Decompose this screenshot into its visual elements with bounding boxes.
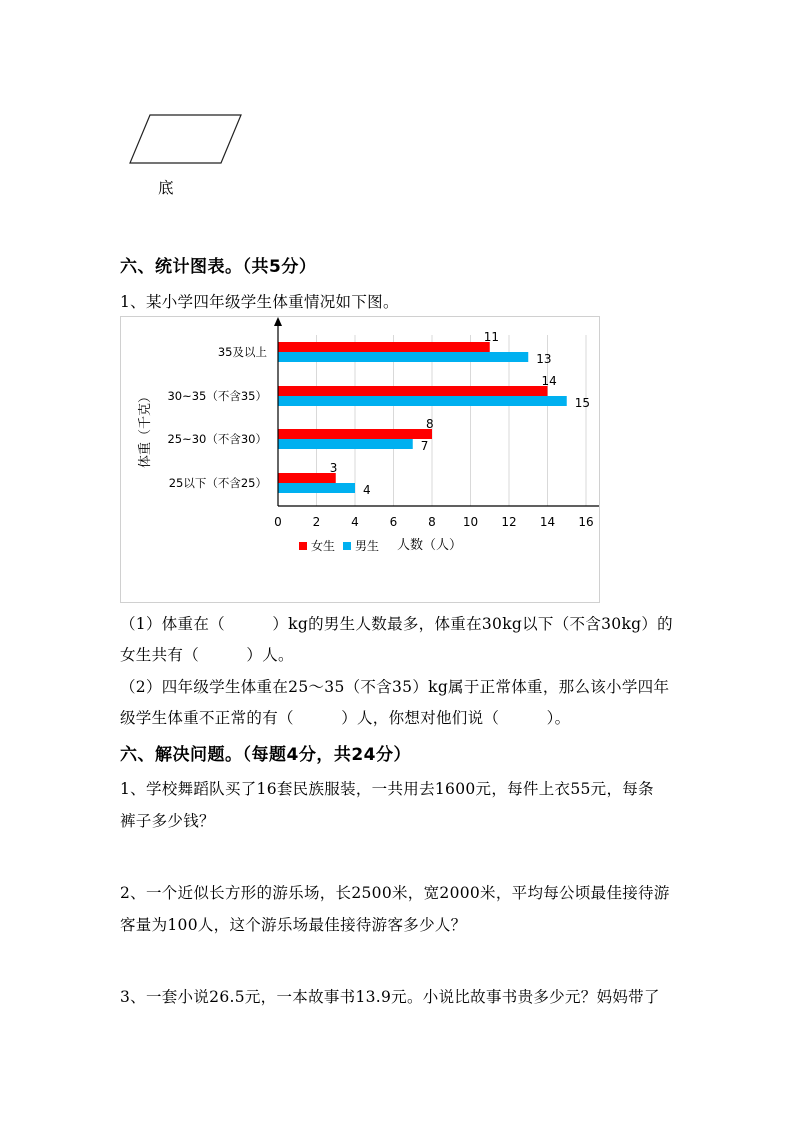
problem-2-line-2: 客量为100人，这个游乐场最佳接待游客多少人？ [120, 916, 467, 934]
category-label-0: 35及以上 [217, 345, 267, 359]
base-label: 底 [158, 179, 174, 197]
bar-male-1 [278, 396, 567, 406]
problem-1-line-1: 1、学校舞蹈队买了16套民族服装，一共用去1600元，每件上衣55元，每条 [120, 780, 654, 798]
legend-swatch-female [299, 542, 307, 550]
legend-label-male: 男生 [355, 539, 380, 553]
question-line-2: 女生共有（ ）人。 [120, 646, 294, 664]
bar-female-2 [278, 429, 432, 439]
problem-2-line-1: 2、一个近似长方形的游乐场，长2500米，宽2000米，平均每公顷最佳接待游 [120, 884, 670, 902]
tick-label-10: 10 [462, 515, 479, 529]
question-line-1: （1）体重在（ ）kg的男生人数最多，体重在30kg以下（不含30kg）的 [120, 615, 673, 633]
category-label-2: 25~30（不含30） [167, 432, 267, 446]
tick-label-8: 8 [428, 515, 436, 529]
category-label-1: 30~35（不含35） [167, 389, 267, 403]
data-label-male-1: 15 [574, 396, 591, 410]
legend-label-female: 女生 [311, 539, 336, 553]
y-axis-arrow [274, 317, 282, 326]
chart-svg [121, 317, 599, 602]
question-line-3: （2）四年级学生体重在25～35（不含35）kg属于正常体重，那么该小学四年 [120, 678, 670, 696]
data-label-male-0: 13 [536, 352, 552, 366]
tick-label-12: 12 [501, 515, 517, 529]
question-line-4: 级学生体重不正常的有（ ）人，你想对他们说（ ）。 [120, 709, 571, 727]
x-axis-label: 人数（人） [397, 538, 463, 553]
bar-female-3 [278, 473, 336, 483]
tick-label-6: 6 [389, 515, 398, 529]
data-label-female-0: 11 [483, 330, 500, 344]
data-label-female-2: 8 [426, 417, 434, 431]
bar-male-0 [278, 352, 528, 362]
tick-label-14: 14 [539, 515, 556, 529]
data-label-female-1: 14 [541, 374, 557, 388]
category-label-3: 25以下（不含25） [168, 476, 267, 490]
tick-label-4: 4 [351, 515, 359, 529]
weight-bar-chart [120, 316, 600, 603]
bar-female-1 [278, 386, 548, 396]
bar-female-0 [278, 342, 490, 352]
data-label-male-3: 4 [363, 483, 371, 497]
section-heading-statistics: 六、统计图表。（共5分） [120, 257, 317, 277]
section-heading-problems: 六、解决问题。（每题4分，共24分） [120, 745, 411, 765]
tick-label-16: 16 [578, 515, 594, 529]
bar-male-3 [278, 483, 355, 493]
parallelogram-figure [120, 108, 250, 172]
legend-swatch-male [343, 542, 351, 550]
data-label-female-3: 3 [329, 461, 338, 475]
question-intro: 1、某小学四年级学生体重情况如下图。 [120, 293, 399, 311]
problem-1-line-2: 裤子多少钱？ [120, 812, 215, 830]
bar-male-2 [278, 439, 413, 449]
tick-label-2: 2 [312, 515, 321, 529]
tick-label-0: 0 [274, 515, 282, 529]
data-label-male-2: 7 [420, 439, 429, 453]
y-axis-label: 体重（千克） [138, 389, 153, 469]
problem-3-line-1: 3、一套小说26.5元，一本故事书13.9元。小说比故事书贵多少元？妈妈带了 [120, 988, 660, 1006]
